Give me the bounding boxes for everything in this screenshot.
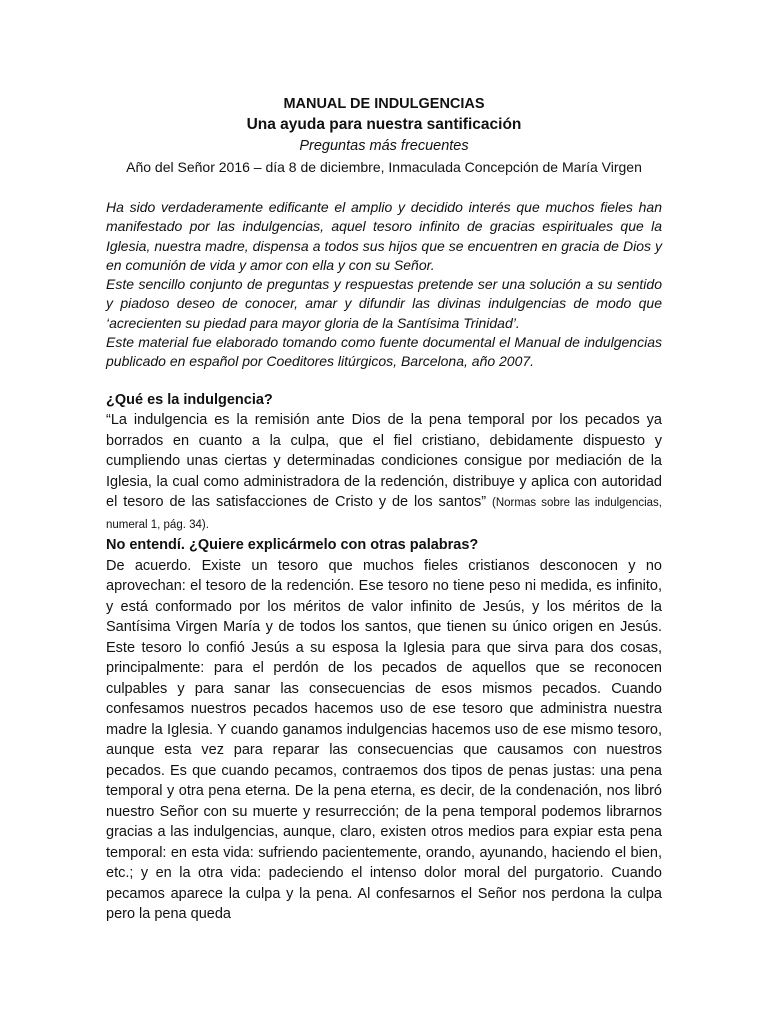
question-heading: ¿Qué es la indulgencia?	[106, 391, 273, 408]
answer-text: “La indulgencia es la remisión ante Dios de la pena temporal por los pecados ya borrados en cuanto a la culpa, que el fiel cristiano, debidamente dispuesto y cumpliendo unas ciertas y determinadas condiciones consigue por mediación de la Iglesia, la cual como administradora de la redención, distribuye y aplica con autoridad el tesoro de las satisfacciones de Cristo y de los santos”	[106, 412, 662, 511]
answer-paragraph	[106, 410, 662, 535]
document-subtitle: Una ayuda para nuestra santificación	[246, 116, 522, 133]
answer-paragraph: De acuerdo. Existe un tesoro que muchos fieles cristianos desconocen y no aprovechan: el tesoro de la redención. Ese tesoro no tiene peso ni medida, es infinito, y está conformado por los méritos de valor infinito de Jesús, y los méritos de la Santísima Virgen María y de todos los santos, que tienen su único origen en Jesús. Este tesoro lo confió Jesús a su esposa la Iglesia para que sirva para dos cosas, principalmente: para el perdón de los pecados de aquellos que se reconocen culpables y para sanar las consecuencias de esos mismos pecados. Cuando confesamos nuestros pecados hacemos uso de ese tesoro que administra nuestra madre la Iglesia. Y cuando ganamos indulgencias hacemos uso de ese mismo tesoro, aunque esta vez para reparar las consecuencias que causamos con nuestros pecados. Es que cuando pecamos, contraemos dos tipos de penas justas: una pena temporal y otra pena eterna. De la pena eterna, es decir, de la condenación, nos libró nuestro Señor con su muerte y resurrección; de la pena temporal podemos librarnos gracias a las indulgencias, aunque, claro, existen otros medios para expiar esta pena temporal: en esta vida: sufriendo pacientemente, orando, ayunando, haciendo el bien, etc.; y en la otra vida: padeciendo el intenso dolor moral del purgatorio. Cuando pecamos aparece la culpa y la pena. Al confesarnos el Señor nos perdona la culpa pero la pena queda	[106, 557, 662, 923]
intro-paragraph: Este sencillo conjunto de preguntas y respuestas pretende ser una solución a su sentido y piadoso deseo de conocer, amar y difundir las divinas indulgencias de modo que ‘acrecienten su piedad para mayor gloria de la Santísima Trinidad’.	[106, 276, 662, 331]
question-heading: No entendí. ¿Quiere explicármelo con otras palabras?	[106, 537, 479, 554]
intro-paragraph: Este material fue elaborado tomando como fuente documental el Manual de indulgencias publicado en español por Coeditores litúrgicos, Barcelona, año 2007.	[106, 334, 662, 370]
document-header	[106, 94, 662, 178]
citation: (Normas sobre las indulgencias, numeral 1, pág. 34).	[106, 497, 662, 531]
document-tagline: Preguntas más frecuentes	[299, 138, 469, 154]
document-title: MANUAL DE INDULGENCIAS	[283, 96, 485, 112]
intro-section	[106, 198, 662, 372]
intro-paragraph: Ha sido verdaderamente edificante el amplio y decidido interés que muchos fieles han manifestado por las indulgencias, aquel tesoro infinito de gracias espirituales que la Iglesia, nuestra madre, dispensa a todos sus hijos que se encuentren en gracia de Dios y en comunión de vida y amor con ella y con su Señor.	[106, 199, 662, 273]
qa-section	[106, 390, 662, 925]
document-date-line: Año del Señor 2016 – día 8 de diciembre, Inmaculada Concepción de María Virgen	[126, 159, 642, 175]
